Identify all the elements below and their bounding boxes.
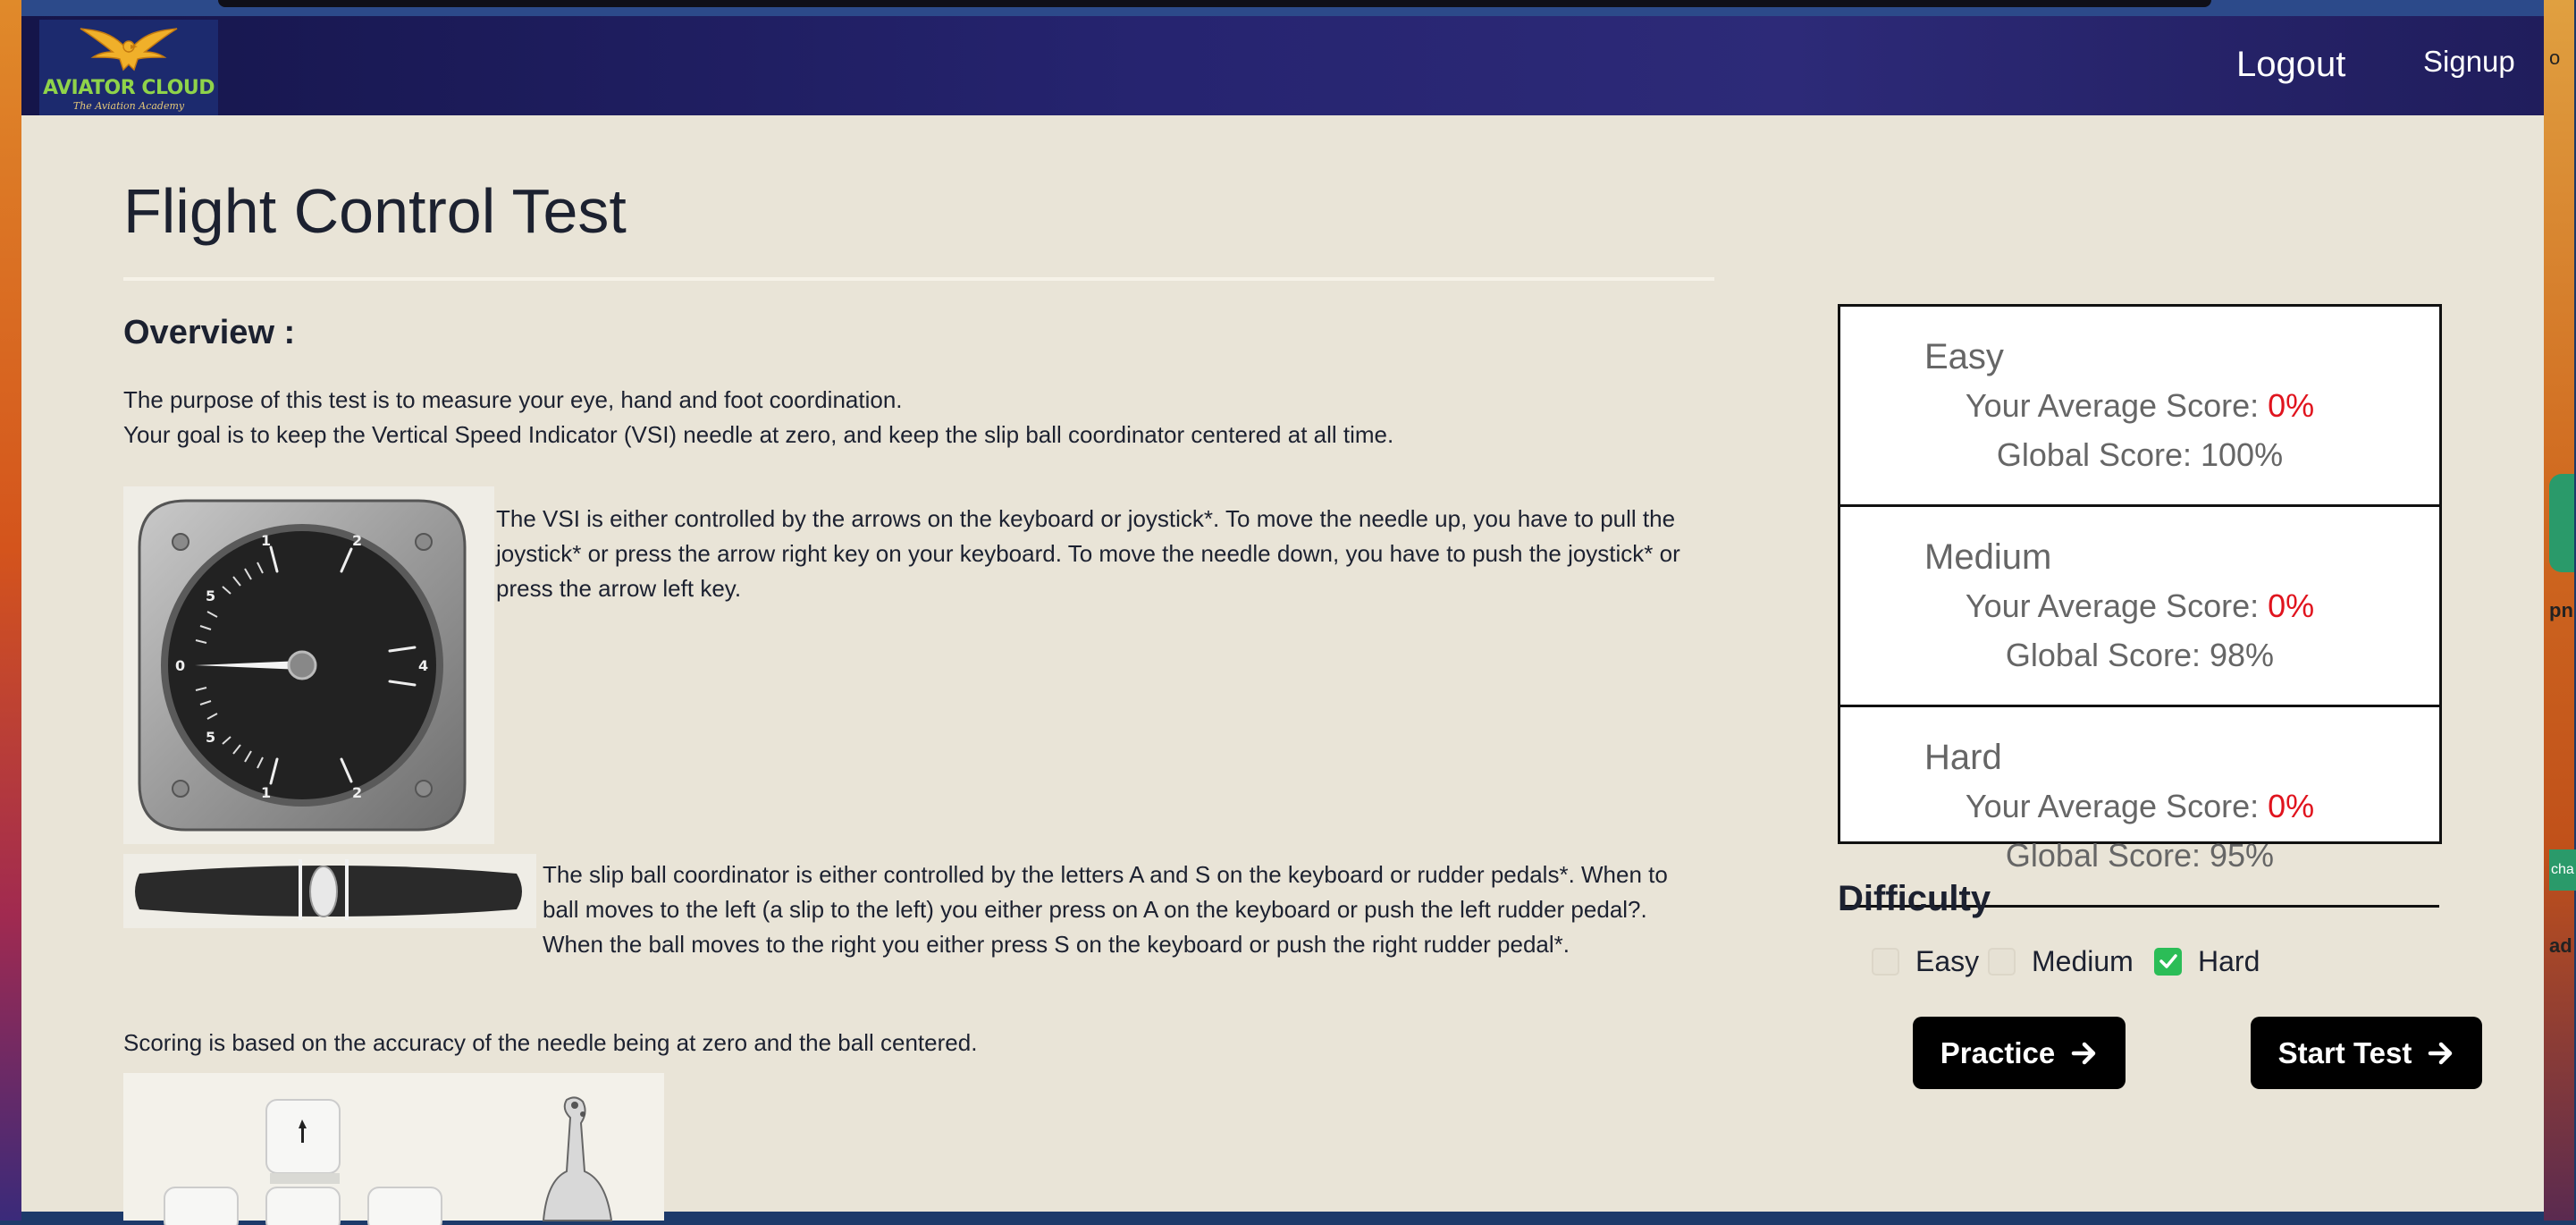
arrow-right-icon (2071, 1040, 2098, 1067)
average-score (1840, 788, 2439, 825)
difficulty-option-medium[interactable] (1988, 943, 2134, 979)
desktop-peek-text-mid: pn (2549, 599, 2573, 621)
difficulty-option-easy[interactable] (1872, 943, 1979, 979)
vsi-label-bottom-5: 5 (206, 729, 216, 746)
slip-ball-description: The slip ball coordinator is either controlled by the letters A and S on the keyboard or rudder pedals*. When to ball moves to the left (a slip to the left) you either press on A on the keyboard or push the left rudder pedal?. When the ball moves to the right you either press S on the keyboard or push the right rudder pedal*. (543, 861, 1668, 958)
desktop-peek-text-bottom: ad (2549, 934, 2572, 957)
check-icon (2158, 950, 2179, 972)
title-divider (123, 277, 1714, 281)
site-logo[interactable] (39, 20, 218, 115)
difficulty-label-easy: Easy (1915, 944, 1980, 977)
score-card-hard (1840, 707, 2439, 908)
vsi-label-zero: 0 (175, 657, 186, 674)
slip-ball-image (123, 854, 536, 928)
page-title: Flight Control Test (123, 176, 627, 246)
score-level-label: Hard (1924, 738, 2002, 777)
difficulty-option-hard[interactable] (2154, 943, 2260, 979)
vsi-label-left-5: 5 (206, 587, 216, 604)
desktop-wallpaper-left (0, 0, 21, 1221)
medium-checkbox[interactable] (1988, 948, 2016, 976)
average-score-label: Your Average Score: (1965, 587, 2269, 624)
global-score: Global Score: 95% (2005, 837, 2275, 874)
desktop-peek-text-top: o (2549, 46, 2561, 69)
browser-chrome-bar (218, 0, 2211, 7)
start-test-button[interactable] (2251, 1017, 2482, 1089)
keyboard-joystick-icon (123, 1073, 664, 1221)
easy-checkbox[interactable] (1872, 948, 1899, 976)
browser-window (21, 0, 2544, 1212)
practice-button[interactable] (1913, 1017, 2126, 1089)
average-score-label: Your Average Score: (1965, 387, 2269, 424)
difficulty-label-medium: Medium (2032, 944, 2134, 977)
average-score (1840, 587, 2439, 625)
scoring-description: Scoring is based on the accuracy of the needle being at zero and the ball centered. (123, 1029, 978, 1056)
vsi-label-bottom-1: 1 (261, 784, 272, 801)
score-level-label: Easy (1924, 337, 2004, 376)
vsi-label-top-2: 2 (352, 532, 363, 549)
vsi-gauge-image (123, 486, 494, 844)
overview-heading: Overview : (123, 314, 296, 351)
vsi-label-four: 4 (418, 657, 429, 674)
desktop-peek-text-low: cha (2549, 849, 2576, 891)
vsi-label-top-1: 1 (261, 532, 272, 549)
intro-line-2: Your goal is to keep the Vertical Speed Indicator (VSI) needle at zero, and keep the slip ball coordinator centered at all time. (123, 421, 1394, 448)
start-test-button-label: Start Test (2277, 1035, 2412, 1069)
average-score-value: 0% (2268, 387, 2315, 424)
score-level-label: Medium (1924, 537, 2052, 577)
average-score (1840, 387, 2439, 425)
score-card-medium (1840, 507, 2439, 707)
logo-tagline: The Aviation Academy (72, 100, 185, 112)
controls-image (123, 1073, 664, 1221)
vsi-gauge-icon (123, 486, 494, 844)
logout-link[interactable]: Logout (2236, 45, 2346, 84)
average-score-value: 0% (2268, 587, 2315, 624)
desktop-peek-app-icon (2549, 474, 2574, 572)
vsi-label-bottom-2: 2 (352, 784, 363, 801)
practice-button-label: Practice (1940, 1035, 2056, 1069)
slip-ball-icon (123, 854, 536, 928)
signup-link[interactable]: Signup (2423, 45, 2515, 78)
difficulty-label-hard: Hard (2198, 944, 2260, 977)
navbar (21, 0, 2544, 115)
average-score-value: 0% (2268, 788, 2315, 824)
scores-panel[interactable] (1838, 304, 2442, 874)
global-score: Global Score: 98% (2005, 637, 2275, 673)
intro-line-1: The purpose of this test is to measure your eye, hand and foot coordination. (123, 386, 903, 413)
hard-checkbox[interactable] (2154, 948, 2182, 976)
vsi-description: The VSI is either controlled by the arrows on the keyboard or joystick*. To move the needle up, you have to pull the joystick* or press the arrow right key on your keyboard. To move the needle down, you have to push the joystick* or press the arrow left key. (496, 505, 1680, 602)
difficulty-heading: Difficulty (1838, 879, 1991, 918)
eagle-logo-icon (79, 25, 179, 77)
score-card-easy (1840, 307, 2439, 507)
arrow-right-icon (2428, 1040, 2454, 1067)
logo-brand-text: AVIATOR CLOUD (42, 77, 215, 99)
global-score: Global Score: 100% (1996, 436, 2284, 473)
average-score-label: Your Average Score: (1965, 788, 2269, 824)
